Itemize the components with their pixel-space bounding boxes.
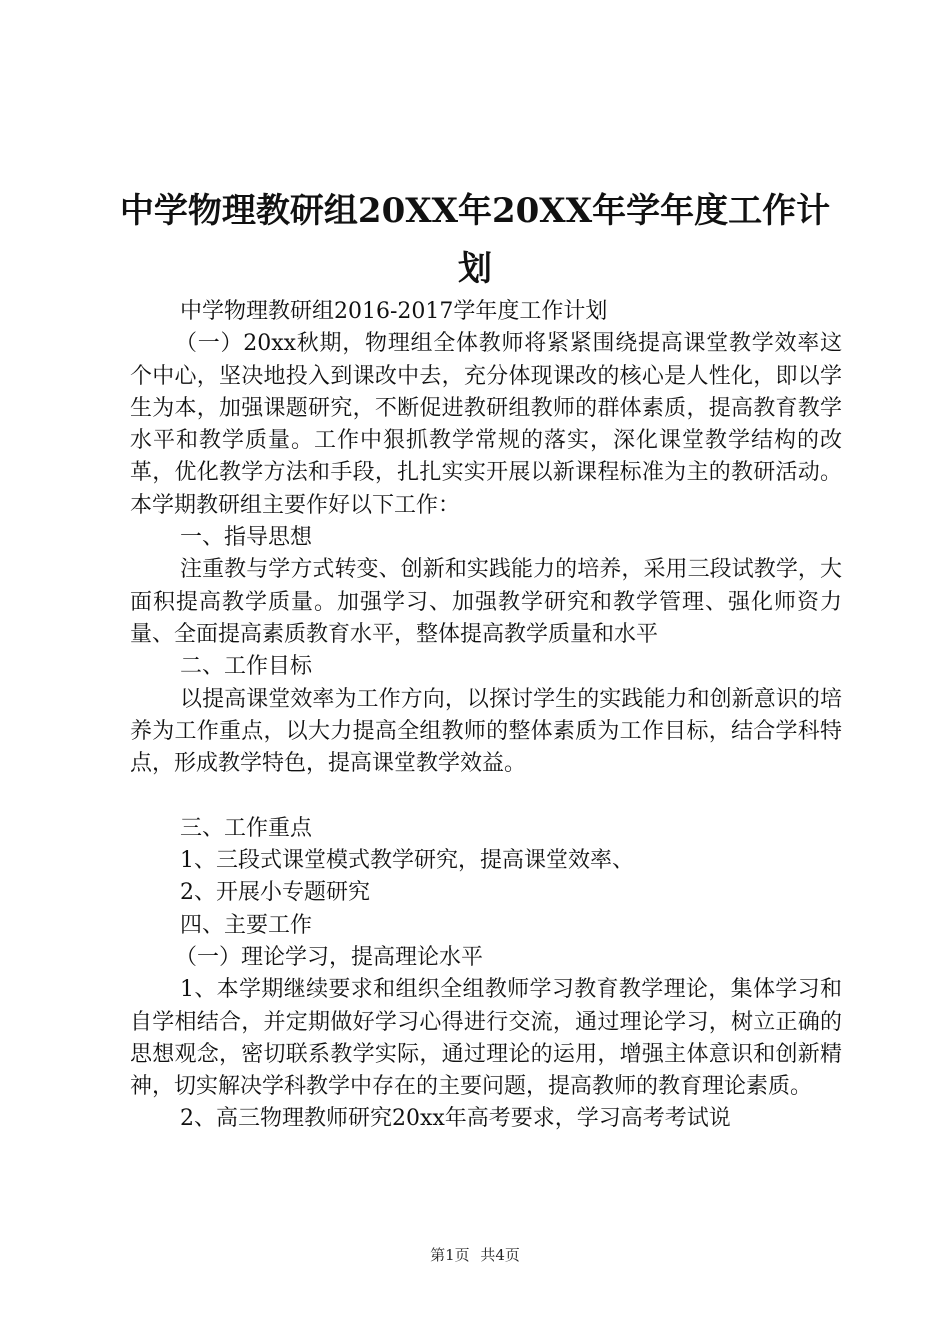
work-focus-item-2: 2、开展小专题研究 xyxy=(180,880,370,906)
work-goals-paragraph: 以提高课堂效率为工作方向，以探讨学生的实践能力和创新意识的培养为工作重点，以大力提高全组教师的整体素质为工作目标，结合学科特点，形成教学特色，提高课堂教学效益。 xyxy=(130,686,842,777)
blank-line xyxy=(130,780,842,812)
page-footer xyxy=(0,1244,950,1265)
section-heading-main-work: 四、主要工作 xyxy=(180,912,313,938)
intro-paragraph: （一）20xx秋期，物理组全体教师将紧紧围绕提高课堂教学效率这个中心，坚决地投入到课改中去，充分体现课改的核心是人性化，即以学生为本，加强课题研究，不断促进教研组教师的群体素质，提高教育教学水平和教学质量。工作中狠抓教学常规的落实，深化课堂教学结构的改革，优化教学方法和手段，扎扎实实开展以新课程标准为主的教研活动。本学期教研组主要作好以下工作： xyxy=(130,331,842,518)
plan-heading: 中学物理教研组2016-2017学年度工作计划 xyxy=(180,299,608,324)
document-body xyxy=(130,296,842,1136)
section-heading-guiding-ideology: 一、指导思想 xyxy=(180,525,313,551)
total-pages: 共4页 xyxy=(480,1246,520,1264)
section-heading-work-focus: 三、工作重点 xyxy=(180,815,313,841)
guiding-ideology-paragraph: 注重教与学方式转变、创新和实践能力的培养，采用三段试教学，大面积提高教学质量。加强学习、加强教学研究和教学管理、强化师资力量、全面提高素质教育水平，整体提高教学质量和水平 xyxy=(130,557,842,647)
section-heading-work-goals: 二、工作目标 xyxy=(180,654,313,680)
theory-study-item-1: 1、本学期继续要求和组织全组教师学习教育教学理论，集体学习和自学相结合，并定期做好学习心得进行交流，通过理论学习，树立正确的思想观念，密切联系教学实际，通过理论的运用，增强主体意识和创新精神，切实解决学科教学中存在的主要问题，提高教师的教育理论素质。 xyxy=(130,977,842,1100)
document-title: 中学物理教研组20XX年20XX年学年度工作计划 xyxy=(119,191,831,289)
subsection-heading-theory-study: （一）理论学习，提高理论水平 xyxy=(175,944,484,970)
page-number: 第1页 xyxy=(430,1246,470,1264)
work-focus-item-1: 1、三段式课堂模式教学研究，提高课堂效率、 xyxy=(180,848,634,874)
theory-study-item-2: 2、高三物理教师研究20xx年高考要求，学习高考考试说 xyxy=(180,1106,731,1132)
